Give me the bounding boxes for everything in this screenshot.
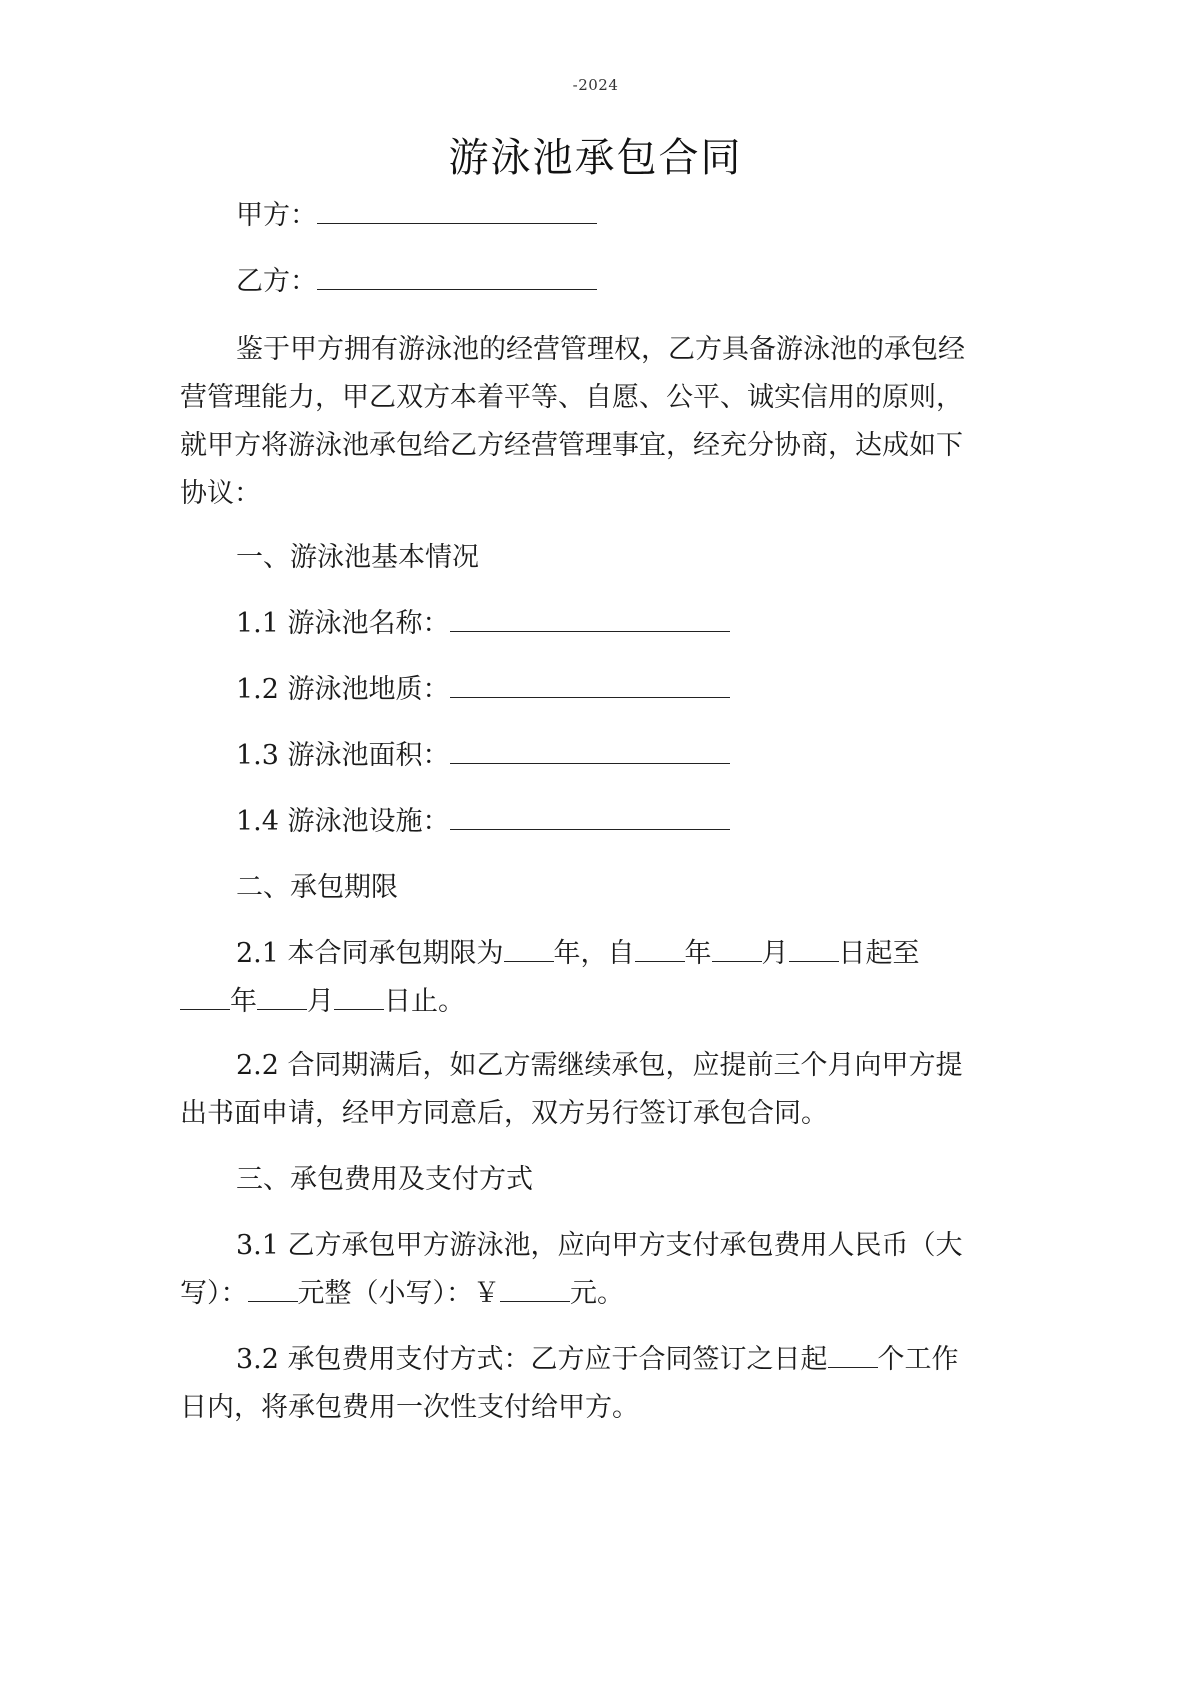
end-year-blank[interactable]	[180, 985, 230, 1010]
clause-3-1-line-1: 3.1 乙方承包甲方游泳池，应向甲方支付承包费用人民币（大	[236, 1230, 963, 1261]
clause-2-1-text: 月	[761, 938, 789, 969]
party-a-line	[180, 198, 1066, 234]
term-years-blank[interactable]	[504, 937, 554, 962]
preamble-line-4: 协议：	[180, 478, 261, 509]
clause-3-1-text: 写）：	[180, 1278, 248, 1309]
party-a-blank[interactable]	[317, 199, 597, 224]
clause-2-1-text: 日止。	[384, 986, 465, 1017]
clause-1-2	[180, 672, 1066, 708]
document-title: 游泳池承包合同	[448, 135, 743, 181]
clause-2-1-text: 2.1 本合同承包期限为	[236, 938, 504, 969]
party-b-line	[180, 264, 1066, 300]
preamble-line-3: 就甲方将游泳池承包给乙方经营管理事宜，经充分协商，达成如下	[180, 430, 963, 461]
payment-days-blank[interactable]	[828, 1343, 878, 1368]
clause-1-1-label: 1.1 游泳池名称：	[236, 608, 450, 639]
fee-words-blank[interactable]	[248, 1277, 298, 1302]
clause-1-1	[180, 606, 1066, 642]
clause-3-1-text: 元整（小写）：￥	[297, 1278, 500, 1309]
clause-2-1-text: 年	[230, 986, 257, 1017]
clause-2-2-line-2: 出书面申请，经甲方同意后，双方另行签订承包合同。	[180, 1098, 828, 1129]
start-year-blank[interactable]	[635, 937, 685, 962]
clause-2-1-text: 年	[684, 938, 712, 969]
party-a-label: 甲方：	[236, 200, 317, 231]
clause-3-2-line-1	[180, 1342, 1066, 1378]
party-b-blank[interactable]	[317, 265, 597, 290]
preamble-line-2: 营管理能力，甲乙双方本着平等、自愿、公平、诚实信用的原则，	[180, 382, 963, 413]
start-day-blank[interactable]	[789, 937, 839, 962]
clause-1-3-label: 1.3 游泳池面积：	[236, 740, 450, 771]
pool-area-blank[interactable]	[450, 739, 730, 764]
clause-2-1-text: 日起至	[838, 938, 920, 969]
start-month-blank[interactable]	[712, 937, 762, 962]
pool-geology-blank[interactable]	[450, 673, 730, 698]
clause-2-1-line-1	[180, 936, 1066, 972]
end-day-blank[interactable]	[334, 985, 384, 1010]
clause-1-2-label: 1.2 游泳池地质：	[236, 674, 450, 705]
party-b-label: 乙方：	[236, 266, 317, 297]
clause-3-1-text: 元。	[570, 1278, 624, 1309]
end-month-blank[interactable]	[257, 985, 307, 1010]
clause-2-1-text: 年，自	[553, 938, 635, 969]
preamble-line-1: 鉴于甲方拥有游泳池的经营管理权，乙方具备游泳池的承包经	[236, 334, 965, 365]
fee-amount-blank[interactable]	[500, 1277, 570, 1302]
clause-3-1-line-2	[180, 1276, 1010, 1312]
clause-3-2-text: 3.2 承包费用支付方式：乙方应于合同签订之日起	[236, 1344, 828, 1375]
clause-2-1-line-2	[180, 984, 1010, 1020]
pool-facilities-blank[interactable]	[450, 805, 730, 830]
section-2-heading: 二、承包期限	[236, 872, 398, 903]
section-3-heading: 三、承包费用及支付方式	[236, 1164, 533, 1195]
clause-2-2-line-1: 2.2 合同期满后，如乙方需继续承包，应提前三个月向甲方提	[236, 1050, 963, 1081]
clause-1-4-label: 1.4 游泳池设施：	[236, 806, 450, 837]
clause-1-3	[180, 738, 1066, 774]
clause-3-2-line-2: 日内，将承包费用一次性支付给甲方。	[180, 1392, 639, 1423]
clause-3-2-text: 个工作	[877, 1344, 959, 1375]
clause-2-1-text: 月	[307, 986, 334, 1017]
header-year: -2024	[572, 76, 619, 94]
pool-name-blank[interactable]	[450, 607, 730, 632]
clause-1-4	[180, 804, 1066, 840]
section-1-heading: 一、游泳池基本情况	[236, 542, 479, 573]
